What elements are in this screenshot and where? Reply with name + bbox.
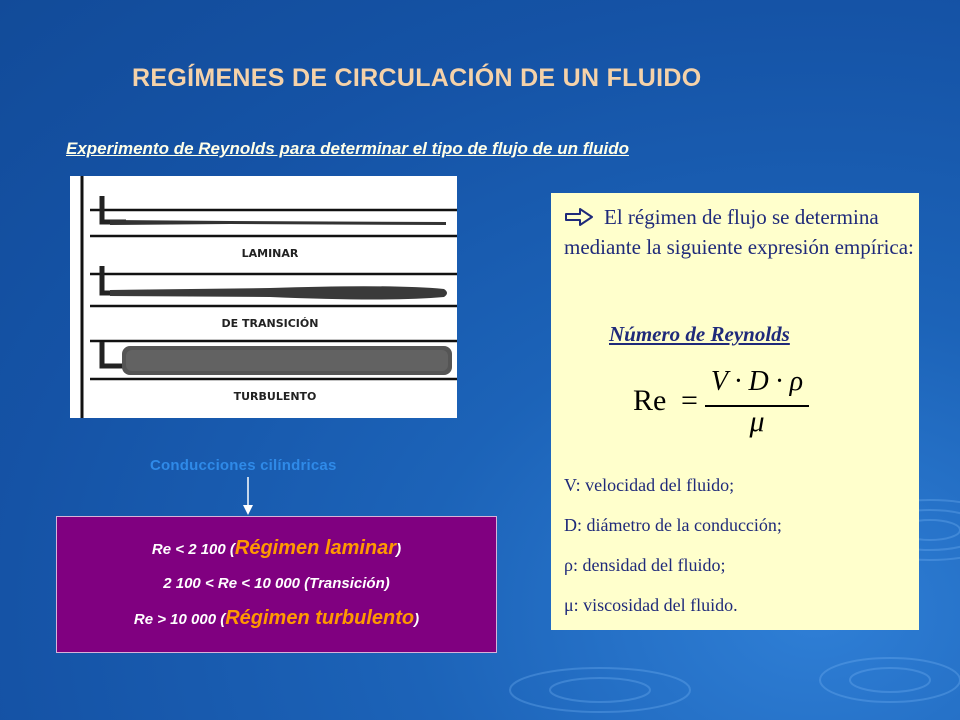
reynolds-formula xyxy=(633,366,833,449)
regime-turbulent-line xyxy=(57,607,496,630)
slide-subtitle: Experimento de Reynolds para determinar el tipo de flujo de un fluido xyxy=(66,139,629,158)
slide-title: REGÍMENES DE CIRCULACIÓN DE UN FLUIDO xyxy=(132,64,702,92)
transition-flow-row xyxy=(90,266,457,306)
reynolds-regimes-box xyxy=(56,516,497,653)
regime-laminar-condition: Re < 2 100 ( xyxy=(151,541,235,558)
flow-regimes-illustration xyxy=(70,176,457,418)
panel-intro-text: El régimen de flujo se determina mediante la siguiente expresión empírica: xyxy=(564,205,914,259)
regime-laminar-name: Régimen laminar xyxy=(234,537,397,559)
label-laminar: LAMINAR xyxy=(241,247,299,260)
reynolds-heading: Número de Reynolds xyxy=(609,322,790,346)
regime-laminar-close: ) xyxy=(396,541,402,558)
label-turbulento: TURBULENTO xyxy=(233,390,317,403)
regime-turbulent-condition: Re > 10 000 ( xyxy=(133,611,226,628)
regime-turbulent-close: ) xyxy=(414,611,420,628)
reynolds-experiment-figure xyxy=(70,176,457,418)
bullet-arrow-icon xyxy=(564,208,594,226)
panel-intro xyxy=(564,202,914,262)
regime-transition-line: 2 100 < Re < 10 000 (Transición) xyxy=(163,575,390,592)
turbulent-flow-row xyxy=(90,341,457,379)
definition-density: ρ: densidad del fluido; xyxy=(564,555,726,575)
label-transicion: DE TRANSICIÓN xyxy=(221,317,319,330)
formula-denominator: μ xyxy=(749,405,765,438)
regime-laminar-line xyxy=(57,537,496,560)
definition-velocity: V: velocidad del fluido; xyxy=(564,475,735,495)
laminar-flow-row xyxy=(90,196,457,236)
formula-numerator: V · D · ρ xyxy=(710,366,804,397)
formula-lhs: Re xyxy=(633,384,667,417)
regime-turbulent-name: Régimen turbulento xyxy=(225,607,415,629)
definition-diameter: D: diámetro de la conducción; xyxy=(564,515,782,535)
definition-viscosity: μ: viscosidad del fluido. xyxy=(564,595,738,615)
reynolds-number-panel xyxy=(551,193,919,630)
formula-equals: = xyxy=(681,384,698,417)
conduits-label: Conducciones cilíndricas xyxy=(150,457,337,474)
down-arrow-icon xyxy=(240,477,256,517)
